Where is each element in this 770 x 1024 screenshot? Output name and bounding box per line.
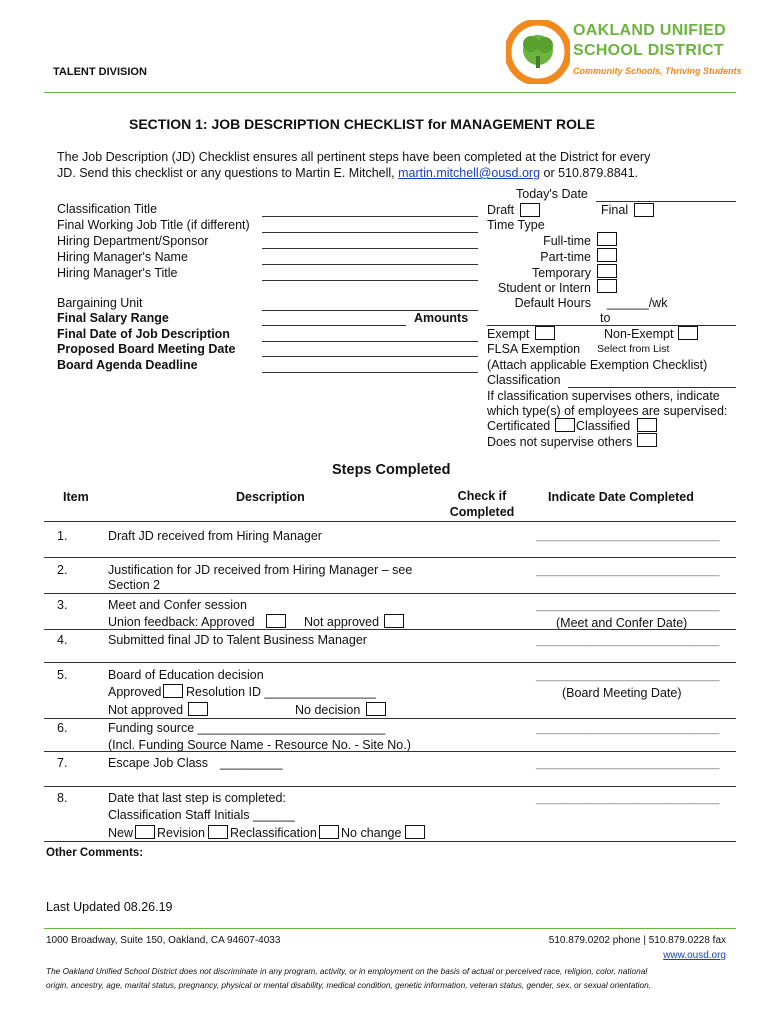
- step-7-date[interactable]: ______________________________: [536, 758, 720, 770]
- row-divider: [44, 593, 736, 594]
- board-approved-label: Approved: [108, 685, 162, 699]
- board-meeting-date-note: (Board Meeting Date): [562, 686, 682, 700]
- step-3-desc: Meet and Confer session: [108, 598, 247, 612]
- step-2-num: 2.: [57, 563, 68, 577]
- row-divider: [44, 751, 736, 752]
- jd-date-input[interactable]: [262, 341, 478, 342]
- intro-line2: JD. Send this checklist or any questions to Martin E. Mitchell, martin.mitchell@ousd.org or 510.879.8841.: [57, 166, 639, 180]
- row-divider: [44, 786, 736, 787]
- steps-heading: Steps Completed: [332, 462, 451, 478]
- reclassification-label: Reclassification: [230, 826, 317, 840]
- last-updated: Last Updated 08.26.19: [46, 900, 173, 914]
- field-jd-date: Final Date of Job Description: [57, 327, 230, 341]
- supervises-line1: If classification supervises others, indicate: [487, 389, 720, 403]
- amounts-divider: [487, 325, 736, 326]
- board-approved-checkbox[interactable]: [163, 684, 183, 698]
- certificated-checkbox[interactable]: [555, 418, 575, 432]
- final-label: Final: [601, 203, 629, 217]
- row-divider: [44, 629, 736, 630]
- salary-range-input[interactable]: [262, 325, 406, 326]
- step-6-date[interactable]: ______________________________: [536, 723, 720, 735]
- step-2-desc2: Section 2: [108, 578, 161, 592]
- district-seal-logo: [506, 20, 570, 84]
- board-meeting-date-input[interactable]: [262, 356, 478, 357]
- step-7-desc: Escape Job Class: [108, 756, 209, 770]
- field-board-meeting-date: Proposed Board Meeting Date: [57, 342, 236, 356]
- col-check1: Check if: [457, 489, 507, 503]
- revision-checkbox[interactable]: [208, 825, 228, 839]
- certificated-label: Certificated: [487, 419, 551, 433]
- todays-date-input[interactable]: [596, 201, 736, 202]
- step-3-not-approved: Not approved: [304, 615, 380, 629]
- footer-phones: 510.879.0202 phone | 510.879.0228 fax: [548, 935, 726, 946]
- does-not-supervise-label: Does not supervise others: [487, 435, 633, 449]
- table-bottom-rule: [44, 841, 736, 842]
- draft-checkbox[interactable]: [520, 203, 540, 217]
- draft-label: Draft: [487, 203, 515, 217]
- row-divider: [44, 718, 736, 719]
- classification-input[interactable]: [568, 387, 736, 388]
- exempt-label: Exempt: [487, 327, 530, 341]
- temporary-label: Temporary: [531, 266, 591, 280]
- board-not-approved-checkbox[interactable]: [188, 702, 208, 716]
- board-no-decision-label: No decision: [295, 703, 361, 717]
- field-manager-name: Hiring Manager's Name: [57, 250, 188, 264]
- hiring-dept-input[interactable]: [262, 248, 478, 249]
- footer-divider: [44, 928, 736, 929]
- union-approved-checkbox[interactable]: [266, 614, 286, 628]
- district-tagline: Community Schools, Thriving Students: [573, 66, 742, 76]
- email-link[interactable]: martin.mitchell@ousd.org: [398, 166, 541, 180]
- escape-job-class-input[interactable]: _________: [220, 756, 283, 770]
- col-date: Indicate Date Completed: [548, 490, 694, 504]
- board-not-approved-label: Not approved: [108, 703, 184, 717]
- field-classification-title: Classification Title: [57, 202, 158, 216]
- step-1-desc: Draft JD received from Hiring Manager: [108, 529, 322, 543]
- step-4-num: 4.: [57, 633, 68, 647]
- intro-line1: The Job Description (JD) Checklist ensures all pertinent steps have been completed at the District for every: [57, 150, 651, 164]
- step-6-desc2: (Incl. Funding Source Name - Resource No. - Site No.): [108, 738, 411, 752]
- full-time-checkbox[interactable]: [597, 232, 617, 246]
- amounts-label: Amounts: [414, 311, 469, 325]
- col-check2: Completed: [449, 505, 515, 519]
- step-5-desc: Board of Education decision: [108, 668, 264, 682]
- resolution-id-field[interactable]: Resolution ID ________________: [186, 685, 376, 699]
- full-time-label: Full-time: [543, 234, 591, 248]
- reclassification-checkbox[interactable]: [319, 825, 339, 839]
- step-2-date[interactable]: ______________________________: [536, 565, 720, 577]
- field-agenda-deadline: Board Agenda Deadline: [57, 358, 198, 372]
- no-change-checkbox[interactable]: [405, 825, 425, 839]
- time-type-label: Time Type: [487, 218, 545, 232]
- district-name-line2: SCHOOL DISTRICT: [573, 42, 724, 59]
- field-salary-range: Final Salary Range: [57, 311, 169, 325]
- col-item: Item: [63, 490, 89, 504]
- page-title: SECTION 1: JOB DESCRIPTION CHECKLIST for MANAGEMENT ROLE: [129, 116, 595, 132]
- board-no-decision-checkbox[interactable]: [366, 702, 386, 716]
- new-label: New: [108, 826, 134, 840]
- step-1-date[interactable]: ______________________________: [536, 530, 720, 542]
- staff-initials-field[interactable]: Classification Staff Initials ______: [108, 808, 295, 822]
- col-description: Description: [236, 490, 305, 504]
- new-checkbox[interactable]: [135, 825, 155, 839]
- step-5-date[interactable]: ______________________________: [536, 670, 720, 682]
- default-hours-input[interactable]: ______/wk: [607, 296, 668, 310]
- todays-date-label: Today's Date: [516, 187, 588, 201]
- student-intern-label: Student or Intern: [497, 281, 591, 295]
- step-2-desc: Justification for JD received from Hiring Manager – see: [108, 563, 413, 577]
- header-divider: [44, 92, 736, 93]
- step-6-num: 6.: [57, 721, 68, 735]
- row-divider: [44, 662, 736, 663]
- step-8-date[interactable]: ______________________________: [536, 793, 720, 805]
- district-name-line1: OAKLAND UNIFIED: [573, 22, 726, 39]
- classified-checkbox[interactable]: [637, 418, 657, 432]
- supervises-line2: which type(s) of employees are supervised:: [487, 404, 728, 418]
- does-not-supervise-checkbox[interactable]: [637, 433, 657, 447]
- student-intern-checkbox[interactable]: [597, 279, 617, 293]
- no-change-label: No change: [341, 826, 402, 840]
- temporary-checkbox[interactable]: [597, 264, 617, 278]
- agenda-deadline-input[interactable]: [262, 372, 478, 373]
- non-exempt-checkbox[interactable]: [678, 326, 698, 340]
- classification-title-input[interactable]: [262, 216, 478, 217]
- step-8-num: 8.: [57, 791, 68, 805]
- step-3-date[interactable]: ______________________________: [536, 600, 720, 612]
- default-hours-label: Default Hours: [514, 296, 591, 310]
- footer-disclaimer-line1: The Oakland Unified School District does not discriminate in any program, activity, or in employment on the basis of actual or perceived race, religion, color, national: [46, 966, 648, 976]
- step-3-union-approved: Union feedback: Approved: [108, 615, 255, 629]
- part-time-label: Part-time: [540, 250, 591, 264]
- meet-confer-date-note: (Meet and Confer Date): [556, 616, 688, 630]
- step-4-desc: Submitted final JD to Talent Business Manager: [108, 633, 367, 647]
- manager-name-input[interactable]: [262, 264, 478, 265]
- table-header-rule: [44, 521, 736, 522]
- step-7-num: 7.: [57, 756, 68, 770]
- union-not-approved-checkbox[interactable]: [384, 614, 404, 628]
- final-checkbox[interactable]: [634, 203, 654, 217]
- to-label: to: [600, 311, 611, 325]
- division-label: TALENT DIVISION: [53, 66, 147, 78]
- step-5-num: 5.: [57, 668, 68, 682]
- step-6-desc[interactable]: Funding source ___________________________: [108, 721, 386, 735]
- revision-label: Revision: [157, 826, 205, 840]
- step-3-num: 3.: [57, 598, 68, 612]
- field-bargaining-unit: Bargaining Unit: [57, 296, 143, 310]
- working-title-input[interactable]: [262, 232, 478, 233]
- step-8-desc: Date that last step is completed:: [108, 791, 286, 805]
- field-hiring-dept: Hiring Department/Sponsor: [57, 234, 209, 248]
- other-comments-label: Other Comments:: [46, 847, 144, 859]
- classification-label: Classification: [487, 373, 561, 387]
- footer-website-link[interactable]: www.ousd.org: [663, 950, 726, 961]
- footer-address: 1000 Broadway, Suite 150, Oakland, CA 94607-4033: [46, 935, 281, 946]
- classified-label: Classified: [576, 419, 631, 433]
- field-working-title: Final Working Job Title (if different): [57, 218, 250, 232]
- field-manager-title: Hiring Manager's Title: [57, 266, 178, 280]
- exempt-checkbox[interactable]: [535, 326, 555, 340]
- step-1-num: 1.: [57, 529, 68, 543]
- flsa-select[interactable]: Select from List: [597, 343, 670, 355]
- row-divider: [44, 557, 736, 558]
- footer-disclaimer-line2: origin, ancestry, age, marital status, pregnancy, physical or mental disability, medical condition, genetic information, veteran status, gender, sex, or sexual orientation.: [46, 980, 652, 990]
- part-time-checkbox[interactable]: [597, 248, 617, 262]
- attach-note: (Attach applicable Exemption Checklist): [487, 358, 708, 372]
- step-4-date[interactable]: ______________________________: [536, 635, 720, 647]
- flsa-label: FLSA Exemption: [487, 342, 581, 356]
- non-exempt-label: Non-Exempt: [604, 327, 674, 341]
- manager-title-input[interactable]: [262, 280, 478, 281]
